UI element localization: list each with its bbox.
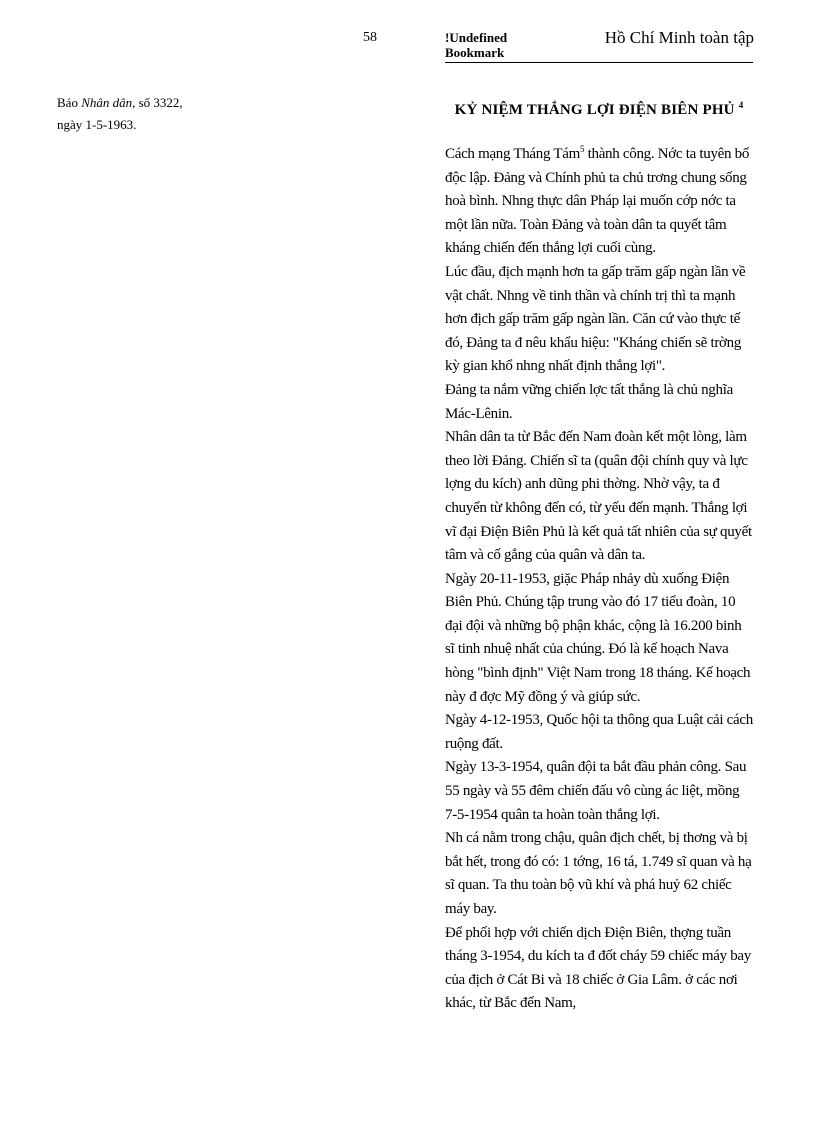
paragraph: Để phối hợp với chiến dịch Điện Biên, thợng tuần tháng 3-1954, du kích ta đ đốt cháy 59 chiếc máy bay của địch ở Cát Bi và 18 chiếc ở Gia Lâm. ở các nơi khác, từ Bắc đến Nam, [445,924,751,1012]
paragraph [445,138,753,261]
paragraph: Ngày 4-12-1953, Quốc hội ta thông qua Luật cải cách ruộng đất. [445,712,753,752]
footnote-marker: 5 [579,144,585,154]
paragraph: Đảng ta nắm vững chiến lợc tất thắng là chủ nghĩa Mác-Lênin. [445,381,733,422]
source-note [57,92,217,136]
source-publication: Nhân dân [81,95,133,110]
source-issue: , số 3322, [132,95,183,110]
paragraph: Ngày 20-11-1953, giặc Pháp nhảy dù xuống Điện Biên Phủ. Chúng tập trung vào đó 17 tiểu đoàn, 10 đại đội và những bộ phận khác, cộng là 16.200 binh sĩ tinh nhuệ nhất của chúng. Đó là kế hoạch Nava hòng "bình định" Việt Nam trong 18 tháng. Kế hoạch này đ đợc Mỹ đồng ý và giúp sức. [445,570,751,705]
paragraph-text: thành công. Nớc ta tuyên bố độc lập. Đảng và Chính phủ ta chủ trơng chung sống hoà bình. Nhng thực dân Pháp lại muốn cớp nớc ta một lần nữa. Toàn Đảng và toàn dân ta quyết tâm kháng chiến đến thắng lợi cuối cùng. [445,146,750,257]
paragraph: Nh cá nằm trong chậu, quân địch chết, bị thơng và bị bắt hết, trong đó có: 1 tớng, 16 tá, 1.749 sĩ quan và hạ sĩ quan. Ta thu toàn bộ vũ khí và phá huỷ 62 chiếc máy bay. [445,830,752,917]
page-number: 58 [363,30,377,45]
paragraph-text: Cách mạng Tháng Tám [445,146,580,162]
undefined-bookmark-label: !Undefined Bookmark [445,30,508,60]
paragraph: Nhân dân ta từ Bắc đến Nam đoàn kết một lòng, làm theo lời Đảng. Chiến sĩ ta (quân đội chính quy và lực lợng du kích) anh dũng phi thờng. Nhờ vậy, ta đ chuyển từ không đến có, từ yếu đến mạnh. Thắng lợi vĩ đại Điện Biên Phủ là kết quả tất nhiên của sự quyết tâm và cố gắng của quân và dân ta. [445,429,752,564]
header-rule [445,62,753,63]
article-body [445,138,753,1016]
article-title-footnote: 4 [738,100,744,110]
article-title [445,100,753,119]
book-title: Hồ Chí Minh toàn tập [604,28,754,47]
source-date: ngày 1-5-1963. [57,117,137,132]
paragraph: Lúc đầu, địch mạnh hơn ta gấp trăm gấp ngàn lần về vật chất. Nhng về tinh thần và chính trị thì ta mạnh hơn địch gấp trăm gấp ngàn lần. Căn cứ vào thực tế đó, Đảng ta đ nêu khẩu hiệu: "Kháng chiến sẽ trờng kỳ gian khổ nhng nhất định thắng lợi". [445,263,746,375]
article-title-text: KỶ NIỆM THẮNG LỢI ĐIỆN BIÊN PHỦ [454,102,735,118]
source-prefix: Báo [57,95,82,110]
paragraph: Ngày 13-3-1954, quân đội ta bắt đầu phản công. Sau 55 ngày và 55 đêm chiến đấu vô cùng ác liệt, mồng 7-5-1954 quân ta hoàn toàn thắng lợi. [445,759,747,823]
